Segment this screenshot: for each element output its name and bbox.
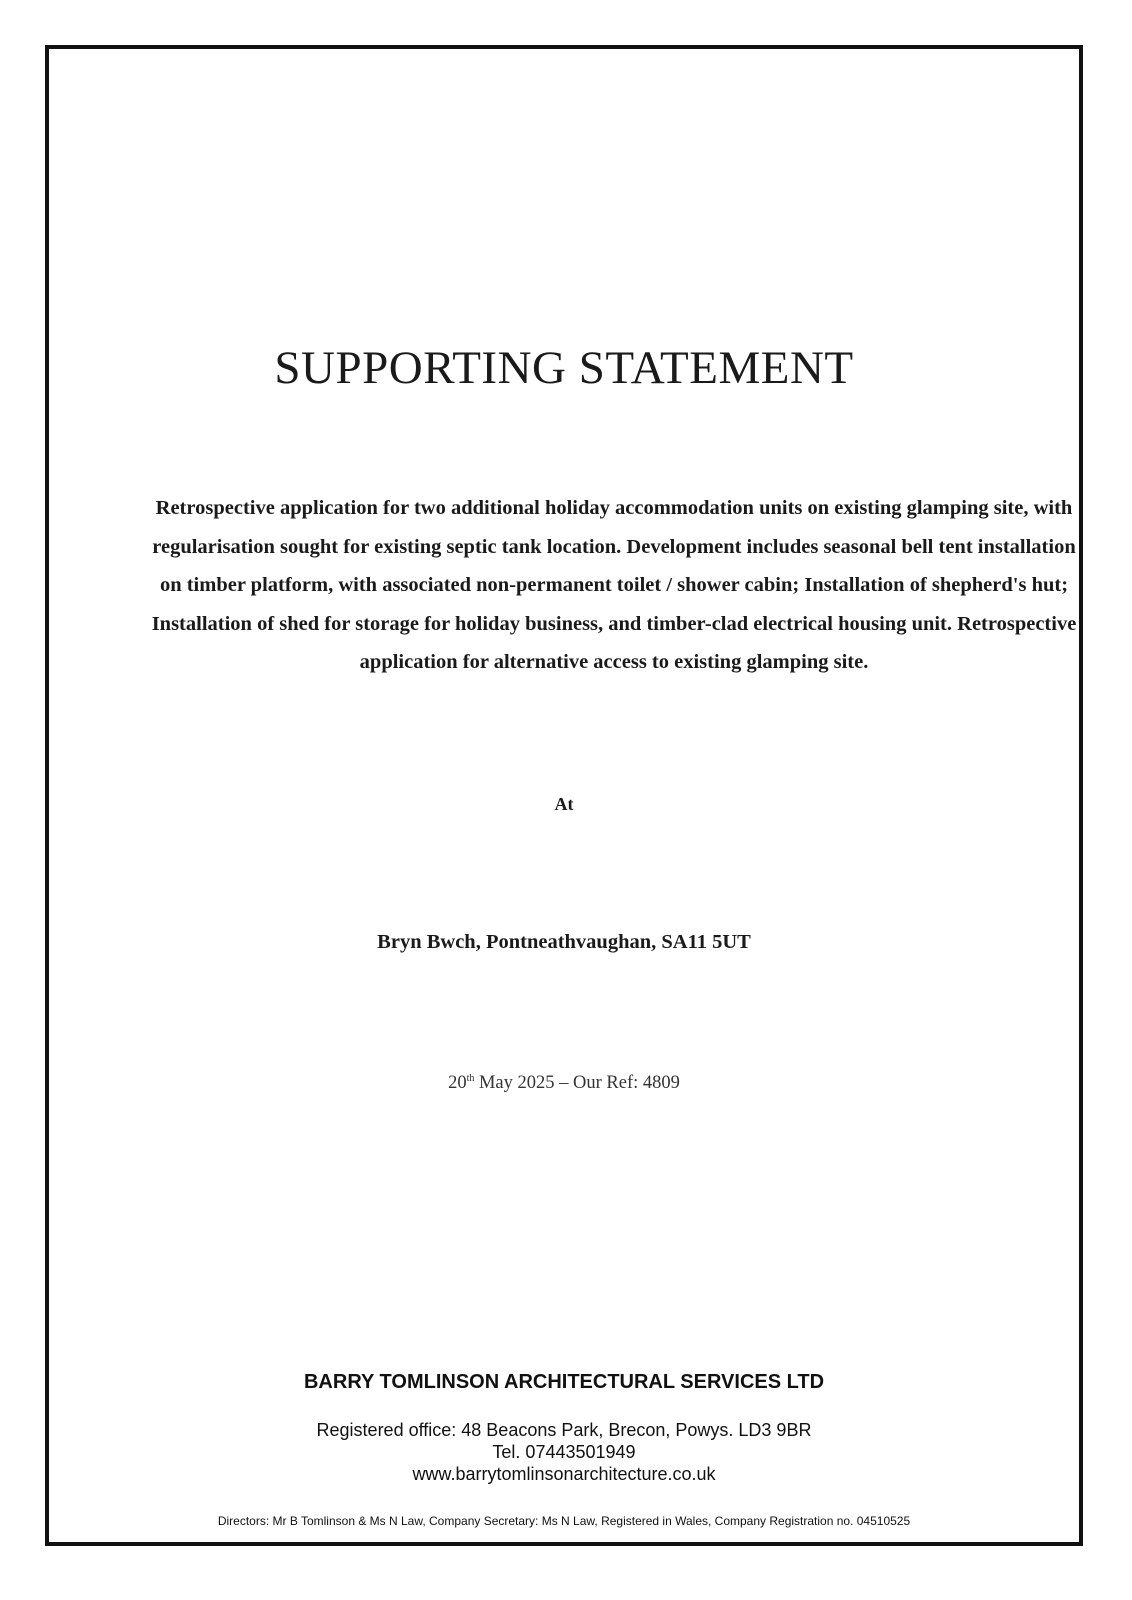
application-description: Retrospective application for two additional holiday accommodation units on existing glamping site, with regularisation sought for existing septic tank location. Development includes seasonal bell tent installation on timber platform, with associated non-permanent toilet / shower cabin; Installation of shepherd's hut; Installation of shed for storage for holiday business, and timber-clad electrical housing unit. Retrospective application for alternative access to existing glamping site.	[151, 497, 1077, 673]
date-day: 20	[448, 1073, 467, 1093]
at-label: At	[554, 794, 574, 814]
website: www.barrytomlinsonarchitecture.co.uk	[412, 1464, 716, 1484]
date-rest-and-ref: May 2025 – Our Ref: 4809	[474, 1073, 680, 1093]
registered-office: Registered office: 48 Beacons Park, Brecon, Powys. LD3 9BR	[316, 1420, 812, 1440]
company-name: BARRY TOMLINSON ARCHITECTURAL SERVICES LTD	[303, 1371, 825, 1393]
date-and-reference	[49, 1073, 1079, 1094]
document-title: SUPPORTING STATEMENT	[274, 342, 854, 394]
directors-line: Directors: Mr B Tomlinson & Ms N Law, Company Secretary: Ms N Law, Registered in Wales, Company Registration no. 04510525	[217, 1514, 911, 1528]
date-ordinal-suffix: th	[466, 1073, 475, 1084]
telephone: Tel. 07443501949	[492, 1442, 636, 1462]
site-address: Bryn Bwch, Pontneathvaughan, SA11 5UT	[377, 931, 751, 953]
page-border	[45, 45, 1083, 1546]
company-contact-block	[49, 1419, 1079, 1485]
